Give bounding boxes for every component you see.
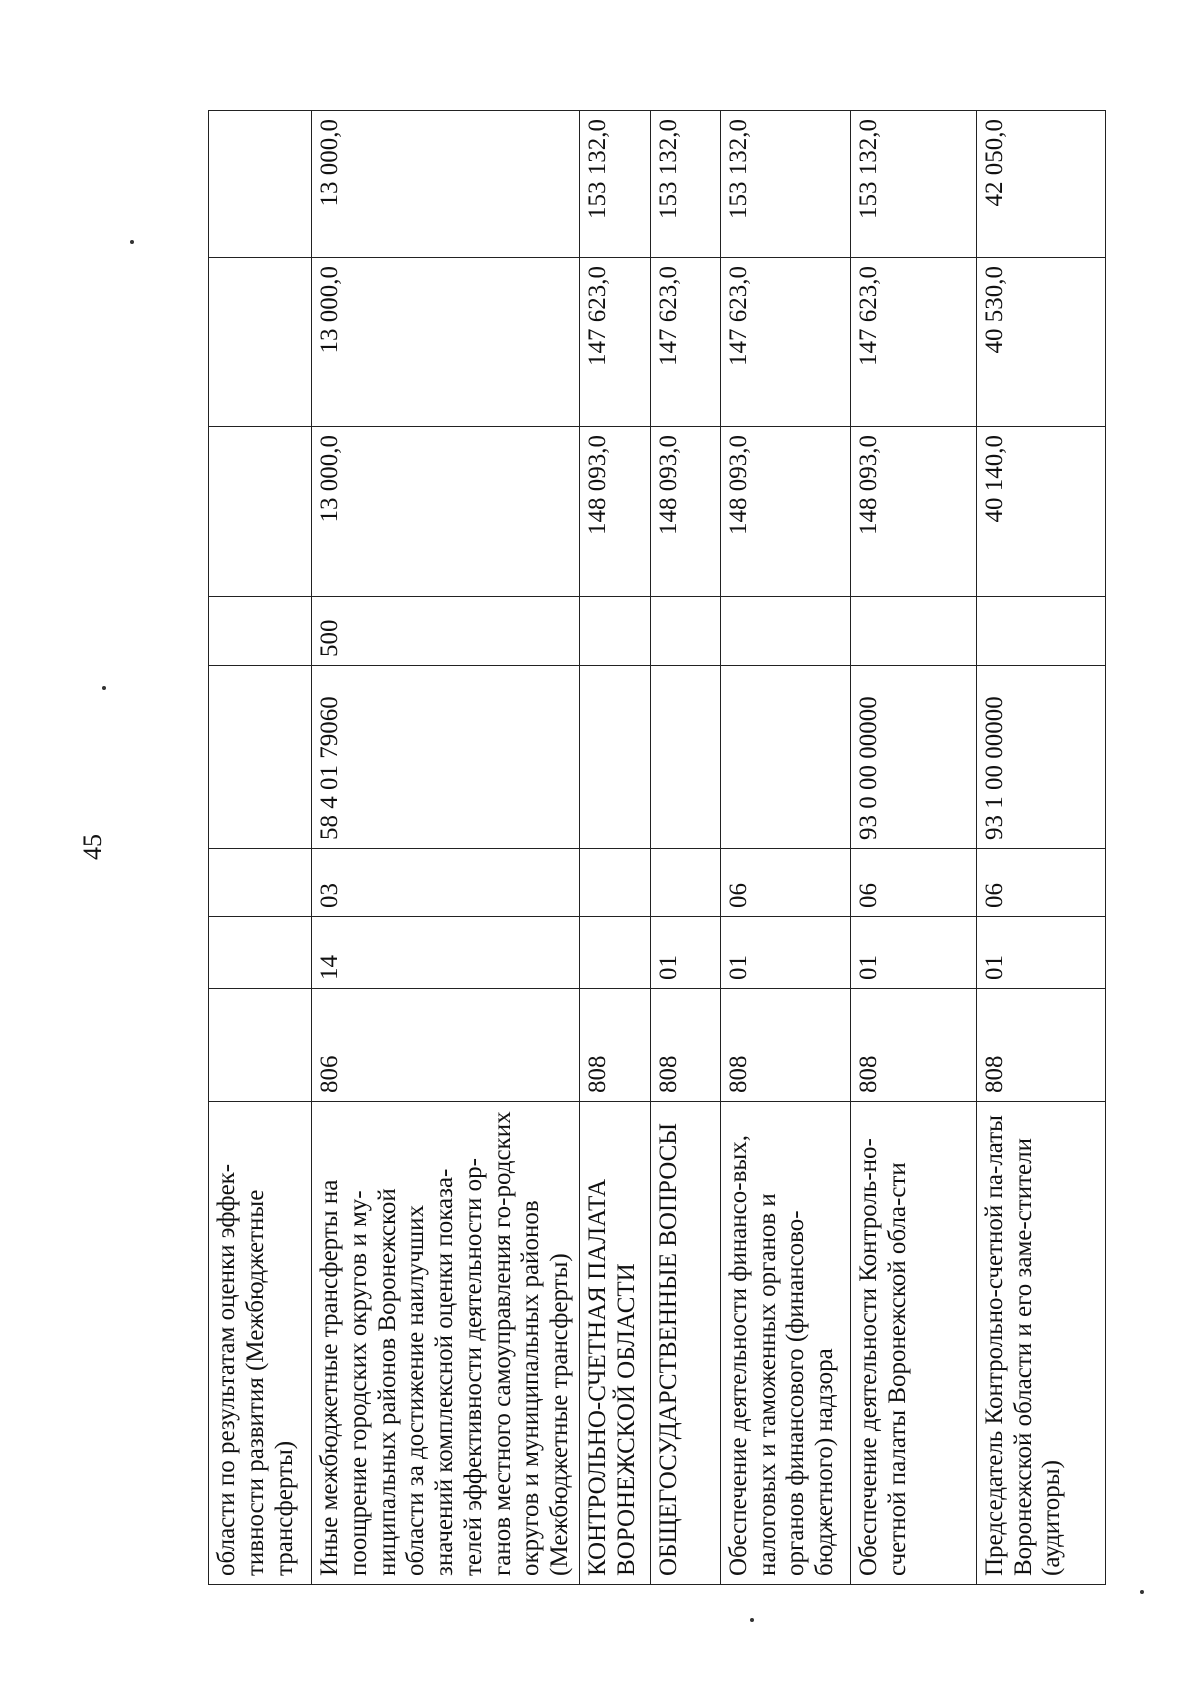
admin-code: 808	[976, 989, 1105, 1102]
amount-year-1: 40 140,0	[976, 427, 1105, 597]
section-code	[209, 917, 312, 989]
admin-code: 808	[850, 989, 976, 1102]
amount-year-1: 148 093,0	[720, 427, 850, 597]
section-code: 14	[312, 917, 580, 989]
amount-year-1: 148 093,0	[650, 427, 720, 597]
expense-code	[720, 597, 850, 666]
section-code: 01	[850, 917, 976, 989]
amount-year-3: 153 132,0	[850, 111, 976, 258]
budget-table	[208, 110, 1106, 1585]
scan-speck	[102, 686, 106, 690]
admin-code	[209, 989, 312, 1102]
admin-code: 808	[720, 989, 850, 1102]
amount-year-3: 42 050,0	[976, 111, 1105, 258]
row-name: Иные межбюджетные трансферты на поощрение городских округов и му-ниципальных районов Воронежской области за достижение наилучших значений комплексной оценки показа-телей эффективности деятельности ор-ганов местного самоуправления го-родских округов и муниципальных районов (Межбюджетные трансферты)	[312, 1102, 580, 1585]
amount-year-2: 147 623,0	[720, 258, 850, 427]
subsection-code: 06	[850, 849, 976, 917]
amount-year-3: 153 132,0	[650, 111, 720, 258]
row-name: Председатель Контрольно-счетной па-латы Воронежской области и его заме-стители (аудиторы)	[976, 1102, 1105, 1585]
amount-year-2: 40 530,0	[976, 258, 1105, 427]
row-name: Обеспечение деятельности Контроль-но-счетной палаты Воронежской обла-сти	[850, 1102, 976, 1585]
amount-year-3: 153 132,0	[720, 111, 850, 258]
table-row	[976, 111, 1105, 1585]
expense-code	[850, 597, 976, 666]
section-code: 01	[720, 917, 850, 989]
target-code: 58 4 01 79060	[312, 666, 580, 849]
amount-year-2: 147 623,0	[650, 258, 720, 427]
table-row	[720, 111, 850, 1585]
expense-code: 500	[312, 597, 580, 666]
table-row	[579, 111, 650, 1585]
subsection-code	[650, 849, 720, 917]
target-code: 93 0 00 00000	[850, 666, 976, 849]
expense-code	[650, 597, 720, 666]
subsection-code: 06	[976, 849, 1105, 917]
section-code: 01	[976, 917, 1105, 989]
row-name: области по результатам оценки эффек-тивности развития (Межбюджетные трансферты)	[209, 1102, 312, 1585]
row-name: Обеспечение деятельности финансо-вых, налоговых и таможенных органов и органов финансового (финансово-бюджетного) надзора	[720, 1102, 850, 1585]
expense-code	[579, 597, 650, 666]
amount-year-1: 148 093,0	[579, 427, 650, 597]
subsection-code	[579, 849, 650, 917]
scan-speck	[1140, 1590, 1144, 1594]
amount-year-2: 147 623,0	[579, 258, 650, 427]
scan-speck	[750, 1618, 754, 1622]
amount-year-1: 148 093,0	[850, 427, 976, 597]
table-row	[650, 111, 720, 1585]
admin-code: 808	[579, 989, 650, 1102]
row-name: КОНТРОЛЬНО-СЧЕТНАЯ ПАЛАТА ВОРОНЕЖСКОЙ ОБЛАСТИ	[579, 1102, 650, 1585]
expense-code	[976, 597, 1105, 666]
subsection-code: 06	[720, 849, 850, 917]
amount-year-3: 13 000,0	[312, 111, 580, 258]
amount-year-2: 147 623,0	[850, 258, 976, 427]
amount-year-2: 13 000,0	[312, 258, 580, 427]
target-code: 93 1 00 00000	[976, 666, 1105, 849]
scan-speck	[130, 240, 134, 244]
amount-year-1	[209, 427, 312, 597]
section-code	[579, 917, 650, 989]
admin-code: 806	[312, 989, 580, 1102]
table-row	[850, 111, 976, 1585]
table-row	[209, 111, 312, 1585]
section-code: 01	[650, 917, 720, 989]
row-name: ОБЩЕГОСУДАРСТВЕННЫЕ ВОПРОСЫ	[650, 1102, 720, 1585]
amount-year-3	[209, 111, 312, 258]
expense-code	[209, 597, 312, 666]
target-code	[209, 666, 312, 849]
rotated-table-container	[208, 111, 1104, 1585]
admin-code: 808	[650, 989, 720, 1102]
subsection-code: 03	[312, 849, 580, 917]
amount-year-1: 13 000,0	[312, 427, 580, 597]
subsection-code	[209, 849, 312, 917]
amount-year-2	[209, 258, 312, 427]
page-number: 45	[78, 834, 107, 860]
target-code	[720, 666, 850, 849]
target-code	[579, 666, 650, 849]
amount-year-3: 153 132,0	[579, 111, 650, 258]
target-code	[650, 666, 720, 849]
table-row	[312, 111, 580, 1585]
